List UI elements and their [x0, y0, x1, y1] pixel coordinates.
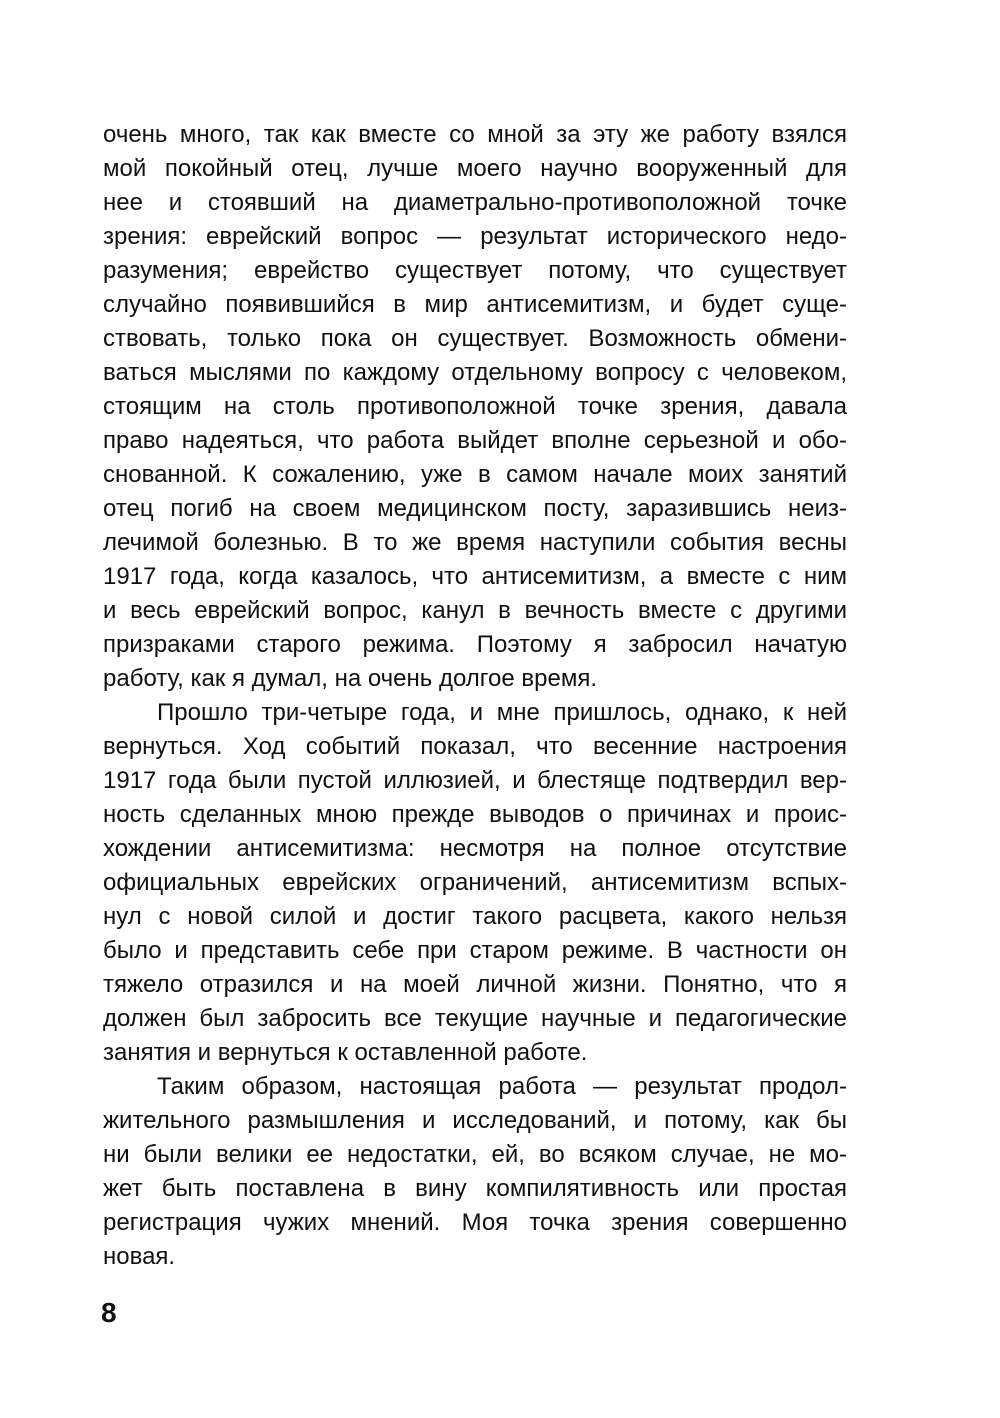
text-line: нее и стоявший на диаметрально-противоположной точке	[103, 189, 847, 216]
text-line: Прошло три-четыре года, и мне пришлось, однако, к ней	[157, 699, 847, 726]
text-line: право надеяться, что работа выйдет вполне серьезной и обо-	[103, 427, 847, 454]
text-line: отец погиб на своем медицинском посту, заразившись неиз-	[103, 495, 847, 522]
text-line: хождении антисемитизма: несмотря на полное отсутствие	[103, 835, 847, 862]
text-line: ность сделанных мною прежде выводов о причинах и проис-	[103, 801, 847, 828]
text-line: занятия и вернуться к оставленной работе.	[103, 1039, 588, 1066]
text-line: разумения; еврейство существует потому, что существует	[103, 257, 847, 284]
text-line: жительного размышления и исследований, и потому, как бы	[103, 1107, 847, 1134]
paragraph-2	[103, 696, 847, 1070]
text-line: нул с новой силой и достиг такого расцвета, какого нельзя	[103, 903, 847, 930]
text-line: очень много, так как вместе со мной за эту же работу взялся	[103, 121, 847, 148]
text-line: 1917 года были пустой иллюзией, и блестяще подтвердил вер-	[103, 767, 847, 794]
text-line: ни были велики ее недостатки, ей, во всяком случае, не мо-	[103, 1141, 847, 1168]
text-line: работу, как я думал, на очень долгое время.	[103, 665, 597, 692]
paragraph-1	[103, 118, 847, 696]
text-line: Таким образом, настоящая работа — результат продол-	[157, 1073, 847, 1100]
text-line: вернуться. Ход событий показал, что весенние настроения	[103, 733, 847, 760]
text-line: случайно появившийся в мир антисемитизм, и будет суще-	[103, 291, 847, 318]
text-line: ствовать, только пока он существует. Возможность обмени-	[103, 325, 847, 352]
body-text	[103, 118, 847, 1274]
text-line: ваться мыслями по каждому отдельному вопросу с человеком,	[103, 359, 847, 386]
text-line: зрения: еврейский вопрос — результат исторического недо-	[103, 223, 847, 250]
text-line: регистрация чужих мнений. Моя точка зрения совершенно	[103, 1209, 847, 1236]
text-line: мой покойный отец, лучше моего научно вооруженный для	[103, 155, 847, 182]
text-line: было и представить себе при старом режиме. В частности он	[103, 937, 847, 964]
text-line: призраками старого режима. Поэтому я забросил начатую	[103, 631, 847, 658]
text-line: новая.	[103, 1243, 176, 1270]
text-line: 1917 года, когда казалось, что антисемитизм, а вместе с ним	[103, 563, 847, 590]
text-line: должен был забросить все текущие научные и педагогические	[103, 1005, 847, 1032]
text-line: лечимой болезнью. В то же время наступили события весны	[103, 529, 847, 556]
page-number: 8	[101, 1297, 117, 1328]
text-line: снованной. К сожалению, уже в самом начале моих занятий	[103, 461, 847, 488]
paragraph-3	[103, 1070, 847, 1274]
text-line: жет быть поставлена в вину компилятивность или простая	[103, 1175, 847, 1202]
text-line: и весь еврейский вопрос, канул в вечность вместе с другими	[103, 597, 847, 624]
text-line: официальных еврейских ограничений, антисемитизм вспых-	[103, 869, 847, 896]
text-line: стоящим на столь противоположной точке зрения, давала	[103, 393, 847, 420]
text-line: тяжело отразился и на моей личной жизни. Понятно, что я	[103, 971, 847, 998]
